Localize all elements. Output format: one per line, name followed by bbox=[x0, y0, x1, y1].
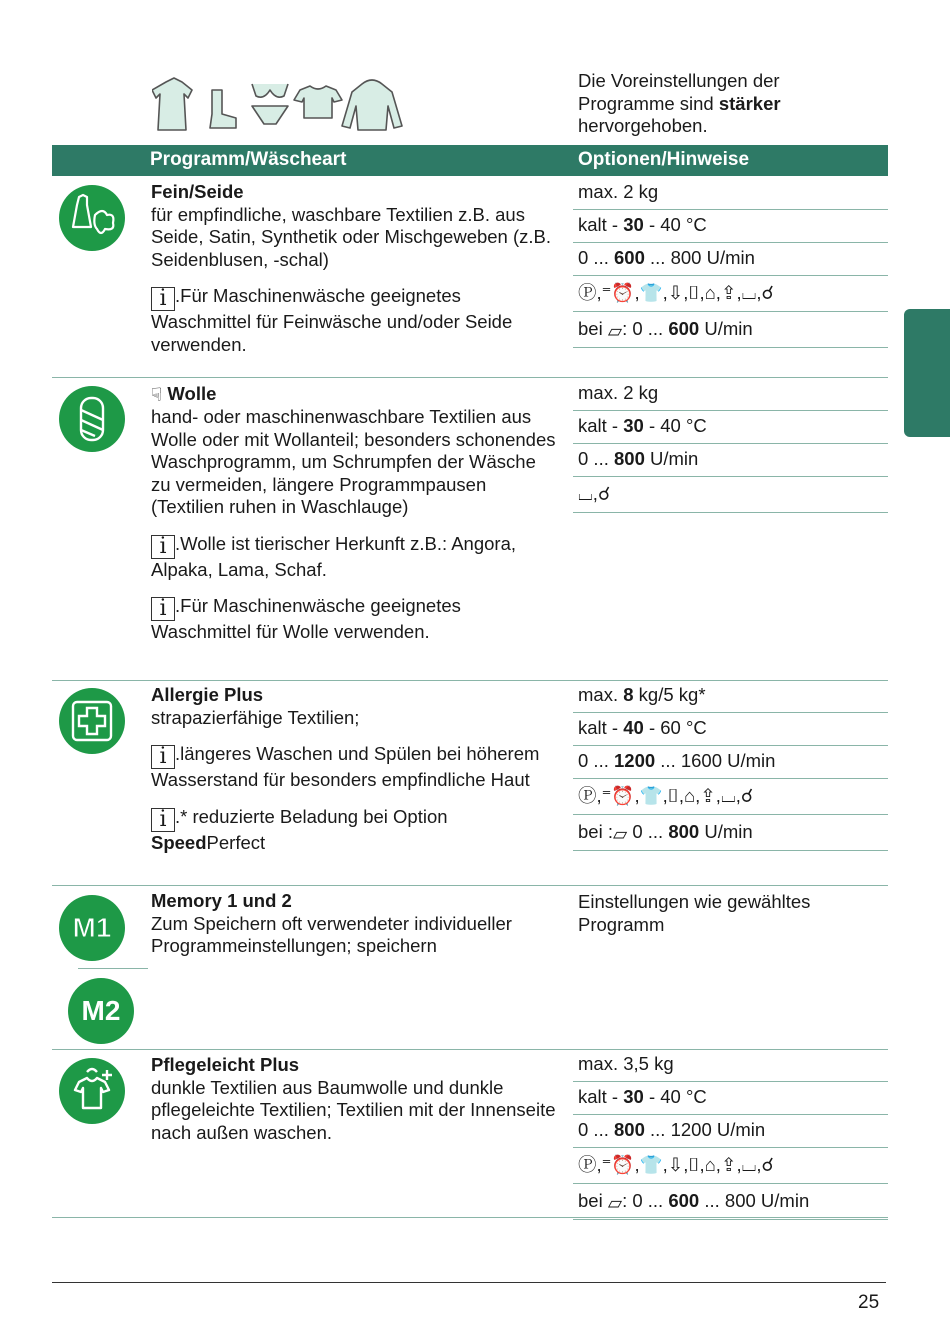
fein-iron: bei ▱: 0 ... 600 U/min bbox=[573, 312, 888, 348]
info-icon: i bbox=[151, 745, 175, 769]
footer-rule bbox=[52, 1282, 886, 1283]
wolle-note-1: i .Wolle ist tierischer Herkunft z.B.: Angora, Alpaka, Lama, Schaf. bbox=[151, 532, 517, 580]
memory-1-icon bbox=[59, 895, 125, 961]
allergie-symbols: Ⓟ,⁼⏰,👕,⌷,⌂,⇪,⌴,☌ bbox=[573, 779, 888, 815]
fein-load: max. 2 kg bbox=[573, 177, 888, 210]
allergie-note-2: i .* reduzierte Beladung bei Option SpeedPerfect bbox=[151, 805, 448, 853]
wolle-symbols: ⌴,☌ bbox=[573, 477, 888, 513]
fein-desc: für empfindliche, waschbare Textilien z.B. aus Seide, Satin, Synthetik oder Mischgeweben (z.B. Seidenblusen, -schal) bbox=[151, 203, 552, 270]
memory-1-label: M1 bbox=[72, 912, 112, 943]
iron-icon: ▱ bbox=[612, 822, 628, 844]
wolle-temp: kalt - 30 - 40 °C bbox=[573, 411, 888, 444]
info-icon: i bbox=[151, 808, 175, 832]
header-program: Programm/Wäscheart bbox=[150, 149, 347, 170]
memory-2-icon bbox=[68, 978, 134, 1044]
fein-options bbox=[573, 177, 888, 348]
pflege-options bbox=[573, 1049, 888, 1220]
memory-divider bbox=[78, 968, 148, 969]
fein-spin: 0 ... 600 ... 800 U/min bbox=[573, 243, 888, 276]
wolle-note-2: i .Für Maschinenwäsche geeignetes Waschmittel für Wolle verwenden. bbox=[151, 595, 461, 643]
pflege-symbols: Ⓟ,⁼⏰,👕,⇩,⌷,⌂,⇪,⌴,☌ bbox=[573, 1148, 888, 1184]
wolle-spin: 0 ... 800 U/min bbox=[573, 444, 888, 477]
intro-text bbox=[578, 70, 878, 138]
garments-illustration bbox=[152, 76, 404, 134]
table-header bbox=[52, 145, 888, 176]
allergie-temp: kalt - 40 - 60 °C bbox=[573, 713, 888, 746]
pflege-temp: kalt - 30 - 40 °C bbox=[573, 1082, 888, 1115]
memory-desc: Zum Speichern oft verwendeter individueller Programmeinstellungen; speichern bbox=[151, 912, 512, 956]
allergie-note-1: i .längeres Waschen und Spülen bei höherem Wasserstand für besonders empfindliche Haut bbox=[151, 743, 540, 790]
page-number: 25 bbox=[858, 1292, 880, 1313]
wolle-desc: hand- oder maschinenwaschbare Textilien aus Wolle oder mit Wollanteil; besonders schonendes Waschprogramm, um Schrumpfen der Wäsche zu vermeiden, längere Programmpausen (Textilien ruhen in Waschlauge) bbox=[151, 406, 556, 518]
wool-yarn-icon bbox=[59, 386, 125, 452]
iron-icon: ▱ bbox=[607, 319, 623, 341]
pflege-title: Pflegeleicht Plus bbox=[151, 1054, 300, 1075]
allergie-description bbox=[151, 684, 556, 854]
wolle-options bbox=[573, 378, 888, 513]
dress-butterfly-icon bbox=[59, 185, 125, 251]
fein-symbols: Ⓟ,⁼⏰,👕,⇩,⌷,⌂,⇪,⌴,☌ bbox=[573, 276, 888, 312]
cross-plus-icon bbox=[59, 688, 125, 754]
intro-before: Die Voreinstellungen der Programme sind bbox=[578, 70, 780, 114]
memory-options: Einstellungen wie gewähltes Programm bbox=[578, 891, 811, 935]
hand-wash-icon: ☟ bbox=[151, 383, 163, 405]
info-icon: i bbox=[151, 535, 175, 559]
memory-description bbox=[151, 890, 556, 958]
intro-bold: stärker bbox=[718, 92, 781, 114]
fein-note bbox=[151, 285, 556, 356]
allergie-title: Allergie Plus bbox=[151, 684, 264, 705]
row-separator bbox=[52, 885, 888, 886]
fein-note-text: .Für Maschinenwäsche geeignetes Waschmittel für Feinwäsche und/oder Seide verwenden. bbox=[151, 285, 513, 355]
allergie-load: max. 8 kg/5 kg* bbox=[573, 680, 888, 713]
pflege-iron: bei ▱: 0 ... 600 ... 800 U/min bbox=[573, 1184, 888, 1220]
wolle-load: max. 2 kg bbox=[573, 378, 888, 411]
row-separator bbox=[52, 1217, 888, 1218]
pflege-load: max. 3,5 kg bbox=[573, 1049, 888, 1082]
pflege-spin: 0 ... 800 ... 1200 U/min bbox=[573, 1115, 888, 1148]
fein-title: Fein/Seide bbox=[151, 181, 244, 202]
info-icon: i bbox=[151, 597, 175, 621]
memory-2-label: M2 bbox=[81, 995, 121, 1026]
wolle-title: Wolle bbox=[167, 383, 217, 404]
allergie-iron: bei :▱ 0 ... 800 U/min bbox=[573, 815, 888, 851]
info-icon: i bbox=[151, 287, 175, 311]
pflege-desc: dunkle Textilien aus Baumwolle und dunkle pflegeleichte Textilien; Textilien mit der Innenseite nach außen waschen. bbox=[151, 1076, 556, 1143]
wolle-description bbox=[151, 383, 556, 644]
iron-icon: ▱ bbox=[607, 1191, 623, 1213]
pflege-description bbox=[151, 1054, 556, 1144]
allergie-options bbox=[573, 680, 888, 851]
intro-after: hervorgehoben. bbox=[578, 115, 708, 136]
allergie-spin: 0 ... 1200 ... 1600 U/min bbox=[573, 746, 888, 779]
header-options: Optionen/Hinweise bbox=[578, 149, 750, 170]
wolle-title-row bbox=[151, 383, 556, 406]
fein-temp: kalt - 30 - 40 °C bbox=[573, 210, 888, 243]
shirt-plus-icon bbox=[59, 1058, 125, 1124]
chapter-tab bbox=[904, 309, 950, 437]
memory-title: Memory 1 und 2 bbox=[151, 890, 292, 911]
allergie-desc: strapazierfähige Textilien; bbox=[151, 706, 360, 728]
fein-description bbox=[151, 181, 556, 356]
